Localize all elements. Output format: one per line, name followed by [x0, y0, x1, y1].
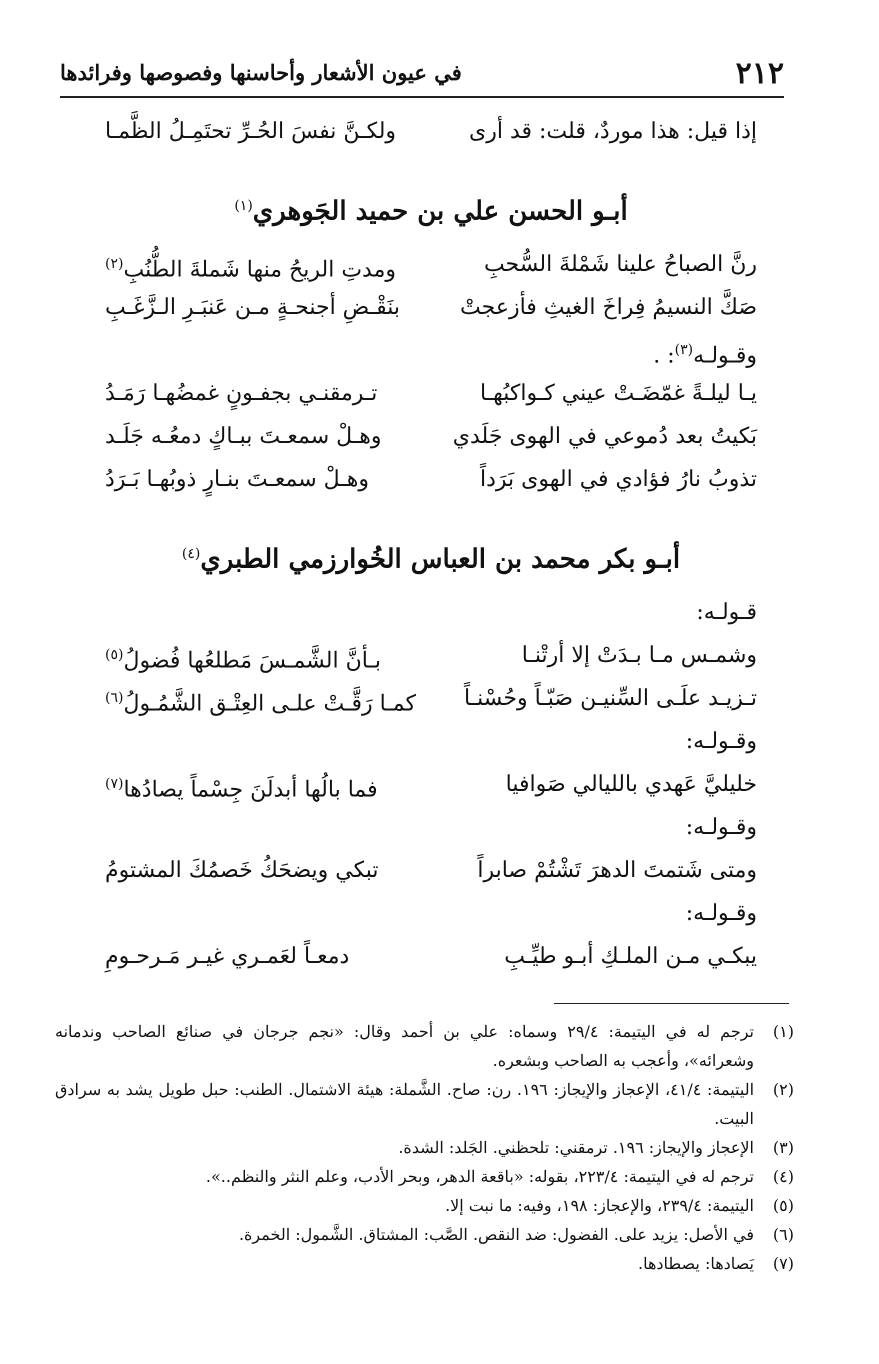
footnote-text: ترجم له في اليتيمة: ٢٩/٤ وسماه: علي بن أحمد وقال: «نجم جرجان في صنائع الصاحب وندمانه وشعرائه»، وأعجب به الصاحب وبشعره. [55, 1022, 755, 1070]
footnote-number: (٤) [772, 1167, 794, 1186]
hemistich-first: وشمـس مـا بـدَتْ إلا أرتْنـا [521, 643, 757, 668]
footnote-number: (٣) [772, 1138, 794, 1157]
footnote [55, 1133, 794, 1162]
page-header [60, 56, 784, 96]
hemistich-second [105, 677, 416, 720]
footnote [55, 1220, 794, 1249]
footnote-rule [554, 1003, 789, 1004]
hemistich-second: بنَقْـضِ أجنحـةٍ مـن عَنبَـرِ الـزَّغَـبِ [105, 295, 400, 320]
verse [105, 415, 757, 458]
footnote [55, 1017, 794, 1075]
verse [105, 935, 757, 978]
hemistich-first: خليليَّ عَهدي بالليالي صَوافيا [505, 772, 757, 797]
poet-name: أبـو الحسن علي بن حميد الجَوهري [252, 196, 628, 227]
hemistich-first: ومتى شَتمتَ الدهرَ تَشْتُمْ صابراً [477, 858, 757, 883]
hemistich-first: يبكـي مـن الملـكِ أبـو طيِّـبِ [504, 944, 757, 969]
verse [105, 634, 757, 677]
footnote-ref: (٤) [181, 546, 201, 562]
hemistich-second: دمعـاً لعَمـري غيـر مَـرحـومِ [105, 944, 350, 969]
footnote-text: ترجم له في اليتيمة: ٢٢٣/٤، بقوله: «باقعة الدهر، وبحر الأدب، وعلم النثر والنظم..». [205, 1167, 754, 1186]
verse-intro [105, 329, 757, 372]
hemistich-second: وهـلْ سمعـتَ ببـاكٍ دمعُـه جَلَـد [105, 424, 382, 449]
footnote-ref: (٦) [105, 690, 124, 706]
hemistich-second [105, 634, 381, 677]
footnote-number: (٢) [772, 1080, 794, 1099]
footnote-text: الإعجاز والإيجاز: ١٩٦. ترمقني: تلحظني. الجَلد: الشدة. [398, 1138, 754, 1157]
verse-intro: قـولـه: [696, 600, 757, 625]
hemistich-first: صَكَّ النسيمُ فِراخَ الغيثِ فأزعجتْ [460, 295, 757, 320]
footnote-ref: (٣) [674, 342, 694, 358]
verse [105, 286, 757, 329]
hemistich-text: كمـا رَقَّـتْ علـى العِتْـق الشَّمُـولُ [123, 691, 416, 717]
hemistich-second [105, 243, 396, 286]
hemistich-text: فما بالُها أبدلَنَ جِسْماً يصادُها [123, 777, 378, 803]
verse-intro: وقـولـه: [685, 815, 757, 840]
poet-name: أبـو بكر محمد بن العباس الخُوارزمي الطبري [200, 544, 681, 575]
main-text [105, 110, 757, 978]
footnote [55, 1162, 794, 1191]
verse [105, 372, 757, 415]
footnote-ref: (٧) [105, 776, 124, 792]
hemistich-first: إذا قيل: هذا موردٌ، قلت: قد أرى [469, 119, 757, 144]
footnote [55, 1191, 794, 1220]
footnote-text: اليتيمة: ٤١/٤، الإعجاز والإيجاز: ١٩٦. رن: صاح. الشَّملة: هيئة الاشتمال. الطنب: حبل طويل يشد به سرادق البيت. [55, 1080, 755, 1128]
intro-text: وقـولـه [693, 343, 757, 369]
hemistich-second [105, 763, 378, 806]
hemistich-second: ولكـنَّ نفسَ الحُـرِّ تحتَمِـلُ الظَّمـا [105, 119, 397, 144]
verse-intro: وقـولـه: [685, 729, 757, 754]
hemistich-first: تـزيـد علَـى السِّنيـن صَبّـاً وحُسْنـاً [463, 686, 757, 711]
footnote-ref: (٥) [105, 647, 124, 663]
footnote-text: يَصادها: يصطادها. [638, 1254, 754, 1273]
page-number: ٢١٢ [735, 56, 784, 91]
poet-heading [105, 529, 757, 579]
hemistich-first: بَكيتُ بعد دُموعي في الهوى جَلَدي [452, 424, 757, 449]
hemistich-second: تـرمقنـي بجفـونٍ غمضُهـا رَمَـدُ [105, 381, 378, 406]
intro-suffix: : . [653, 343, 675, 369]
hemistich-text: ومدتِ الريحُ منها شَملةَ الطُّنُبِ [123, 257, 396, 283]
hemistich-text: بـأنَّ الشَّمـسَ مَطلعُها فُضولُ [123, 648, 382, 674]
verse [105, 677, 757, 720]
footnote-number: (١) [772, 1022, 794, 1041]
verse [105, 243, 757, 286]
footnote-ref: (٢) [105, 256, 124, 272]
verse-intro: وقـولـه: [685, 901, 757, 926]
hemistich-first: يـا ليلـةً غمّضَـتْ عيني كـواكبُهـا [480, 381, 757, 406]
poet-heading [105, 181, 757, 231]
verse [105, 763, 757, 806]
hemistich-first: تذوبُ نارُ فؤادي في الهوى بَرَداً [480, 467, 757, 492]
footnote-number: (٥) [772, 1196, 794, 1215]
footnote-text: اليتيمة: ٢٣٩/٤، والإعجاز: ١٩٨، وفيه: ما نبت إلا. [445, 1196, 754, 1215]
footnote [55, 1075, 794, 1133]
verse [105, 849, 757, 892]
footnote-text: في الأصل: يزيد على. الفضول: ضد النقص. الصَّب: المشتاق. الشَّمول: الخمرة. [238, 1225, 754, 1244]
verse [105, 110, 757, 153]
footnote-number: (٧) [772, 1254, 794, 1273]
footnote-number: (٦) [772, 1225, 794, 1244]
verse [105, 458, 757, 501]
footnote-ref: (١) [234, 198, 253, 214]
hemistich-first: رنَّ الصباحُ علينا شَمْلةَ السُّحبِ [483, 252, 757, 277]
header-rule [60, 96, 784, 98]
running-title: في عيون الأشعار وأحاسنها وفصوصها وفرائدها [60, 60, 462, 85]
hemistich-second: تبكي ويضحَكُ خَصمُكَ المشتومُ [105, 858, 379, 883]
footnote [55, 1249, 794, 1278]
hemistich-second: وهـلْ سمعـتَ بنـارٍ ذوبُهـا بَـرَدُ [105, 467, 369, 492]
footnotes [55, 1017, 794, 1278]
